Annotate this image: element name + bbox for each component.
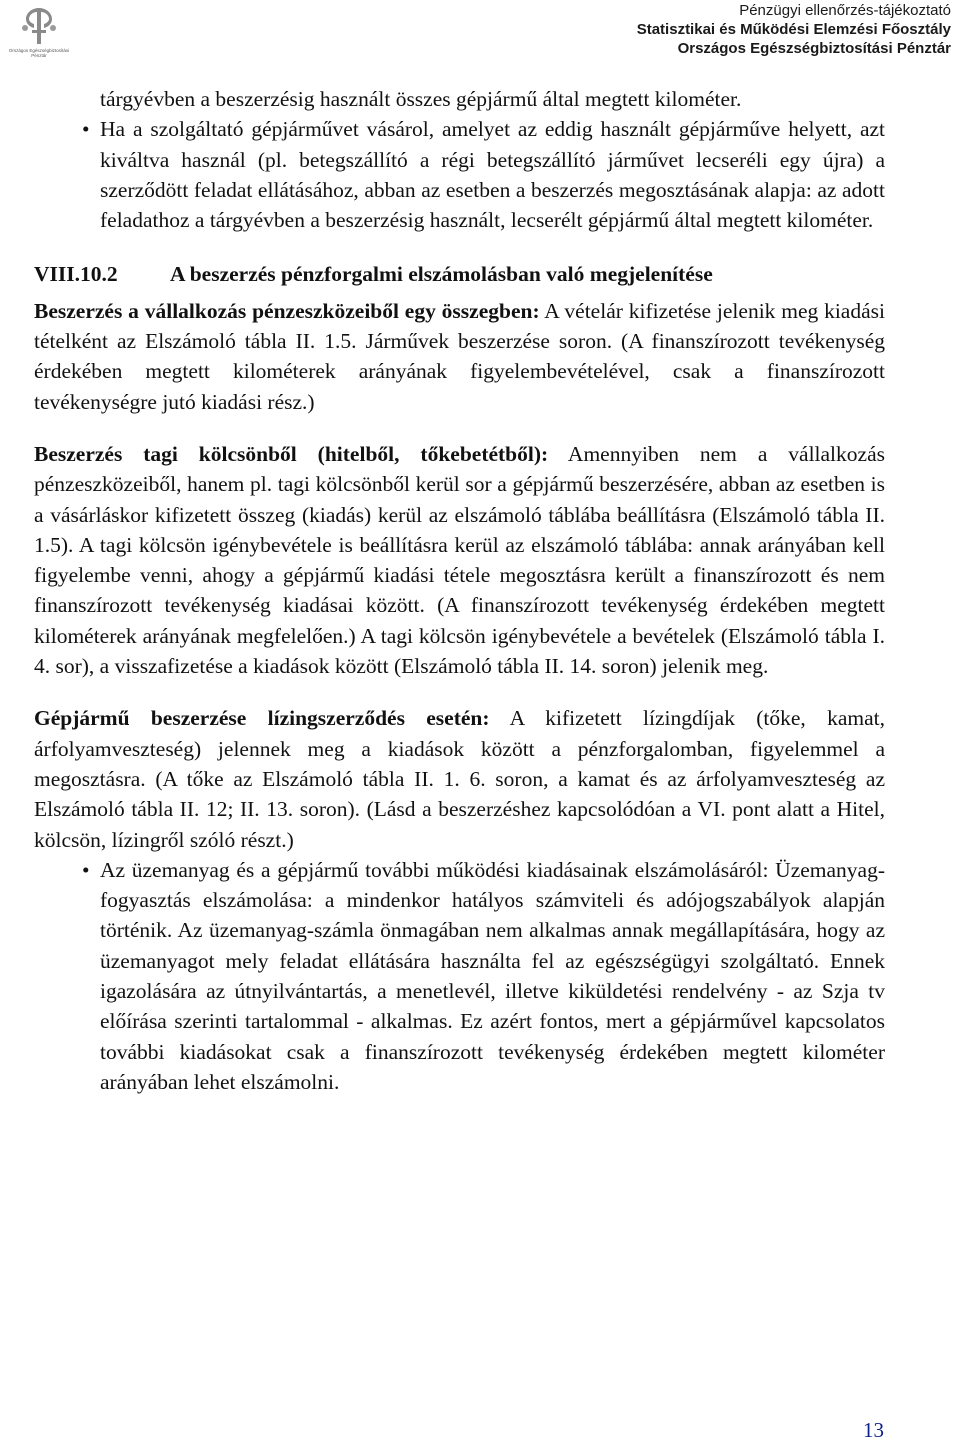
paragraph-member-loan-text: Amennyiben nem a vállalkozás pénzeszközeiből, hanem pl. tagi kölcsönből kerül sor a gépjármű beszerzésére, abban az esetben is a vásárláskor kifizetett összeg (kiadás) kerül az elszámoló táblába beállításra (Elszámoló tábla II. 1.5). A tagi kölcsön igénybevétele is beállításra kerül az elszámoló táblába: annak arányában kell figyelembe venni, ahogy a gépjármű kiadási tétele megosztásra került a finanszírozott és nem finanszírozott tevékenység kiadásai között. (A finanszírozott tevékenység érdekében megtett kilométerek arányának megfelelően.) A tagi kölcsön igénybevétele a bevételek (Elszámoló tábla I. 4. sor), a visszafizetése a kiadások között (Elszámoló tábla II. 14. soron) jelenik meg. xyxy=(34,441,885,679)
logo-caption: Országos Egészségbiztosítási Pénztár xyxy=(8,48,70,58)
bullet-item-2-text: Az üzemanyag és a gépjármű további működési kiadásainak elszámolásáról: Üzemanyag-fogyasztás elszámolása: a mindenkor hatályos számviteli és adójogszabályok alapján történik. Az üzemanyag-számla önmagában nem alkalmas annak megállapítására, hogy az üzemanyagot mely feladat ellátására használta fel az egészségügyi szolgáltató. Ennek igazolására az útnyilvántartás, a menetlevél, illetve kiküldetési rendelvény - az Szja tv előírása szerinti tartalommal - alkalmas. Ez azért fontos, mert a gépjárművel kapcsolatos további kiadásokat csak a finanszírozott tevékenység érdekében megtett kilométer arányában lehet elszámolni. xyxy=(100,857,885,1094)
paragraph-leasing-text: A kifizetett lízingdíjak (tőke, kamat, árfolyamveszteség) jelennek meg a kiadások között a pénzforgalomban, figyelemmel a megosztásra. (A tőke az Elszámoló tábla II. 1. 6. soron, a kamat és az árfolyamveszteség az Elszámoló tábla II. 12; II. 13. soron). (Lásd a beszerzéshez kapcsolódóan a VI. pont alatt a Hitel, kölcsön, lízingről szóló részt.) xyxy=(34,706,885,852)
bullet-item-2 xyxy=(34,855,885,1097)
section-title: A beszerzés pénzforgalmi elszámolásban való megjelenítése xyxy=(170,262,713,287)
bullet-icon: • xyxy=(82,857,90,882)
paragraph-leasing-lead: Gépjármű beszerzése lízingszerződés esetén: xyxy=(34,706,490,731)
bullet-item-1 xyxy=(34,114,885,235)
paragraph-leasing xyxy=(34,703,885,854)
header-text xyxy=(637,1,951,58)
bullet-item-1-text: Ha a szolgáltató gépjárművet vásárol, amelyet az eddig használt gépjárműve helyett, azt kiváltva használ (pl. betegszállító a régi betegszállító járművet lecseréli egy újra) a szerződött feladat ellátásához, abban az esetben a beszerzés megosztásának alapja: az adott feladathoz a tárgyévben a beszerzésig használt, lecserélt gépjármű által megtett kilométer. xyxy=(100,117,885,233)
document-body xyxy=(34,84,885,1097)
oep-logo xyxy=(4,4,74,60)
continued-paragraph: tárgyévben a beszerzésig használt összes gépjármű által megtett kilométer. xyxy=(100,87,742,111)
section-number: VIII.10.2 xyxy=(34,262,118,287)
section-heading xyxy=(34,259,885,289)
page-header xyxy=(0,0,960,62)
header-line-3: Országos Egészségbiztosítási Pénztár xyxy=(677,40,951,57)
paragraph-member-loan xyxy=(34,439,885,681)
paragraph-own-funds-lead: Beszerzés a vállalkozás pénzeszközeiből egy összegben: xyxy=(34,298,540,323)
tree-logo-icon xyxy=(18,4,60,48)
paragraph-own-funds-text: A vételár kifizetése jelenik meg kiadási tételként az Elszámoló tábla II. 1.5. Járművek beszerzése soron. (A finanszírozott tevékenység érdekében megtett kilométerek arányának figyelembevételével, csak a finanszírozott tevékenységre jutó kiadási rész.) xyxy=(34,298,885,414)
page-number: 13 xyxy=(863,1418,884,1442)
paragraph-member-loan-lead: Beszerzés tagi kölcsönből (hitelből, tőkebetétből): xyxy=(34,441,549,466)
paragraph-own-funds xyxy=(34,296,885,417)
bullet-icon: • xyxy=(82,117,90,142)
header-line-1: Pénzügyi ellenőrzés-tájékoztató xyxy=(739,2,951,19)
header-line-2: Statisztikai és Működési Elemzési Főosztály xyxy=(636,21,951,38)
